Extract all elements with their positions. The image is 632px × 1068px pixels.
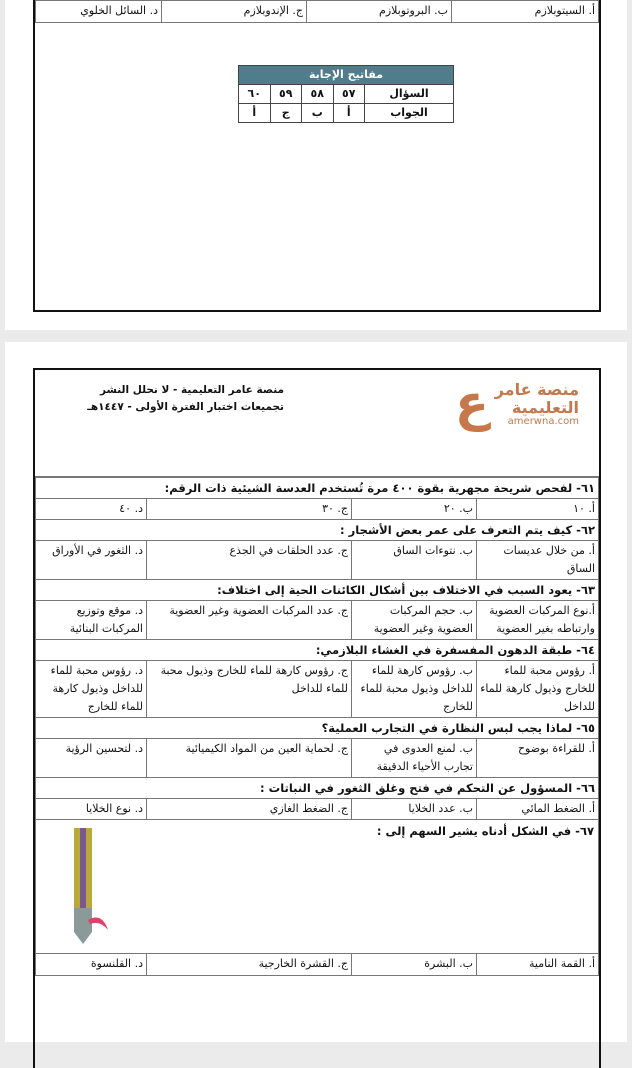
header-text (87, 382, 284, 416)
option-d: د. القلنسوة (36, 954, 147, 976)
option-a: أ. من خلال عديسات الساق (477, 541, 599, 580)
option-a: أ. الضغط المائي (477, 799, 599, 820)
option-a: أ. السيتوبلازم (452, 1, 599, 23)
question-text (36, 820, 599, 954)
logo-url: amerwna.com (507, 416, 579, 427)
header-line: منصة عامر التعليمية - لا نحلل النشر (100, 384, 284, 396)
question-number: ٥٧ (333, 85, 365, 104)
option-d: د. الثغور في الأوراق (36, 541, 147, 580)
option-d: د. لتحسين الرؤية (36, 739, 147, 778)
answer-key-title: مفاتيح الإجابة (239, 66, 454, 85)
answer: أ (333, 104, 365, 123)
option-c: ج. رؤوس كارهة للماء للخارج وذيول محبة للماء للداخل (147, 661, 352, 718)
option-a: أ. للقراءة بوضوح (477, 739, 599, 778)
logo-letter: ع (454, 374, 489, 432)
option-c: ج. لحماية العين من المواد الكيميائية (147, 739, 352, 778)
q60-options (35, 0, 599, 23)
answer: ب (302, 104, 334, 123)
option-a: أ.نوع المركبات العضوية وارتباطه بغير العضوية (477, 601, 599, 640)
option-a: أ. ١٠ (477, 499, 599, 520)
page-2 (5, 342, 627, 1042)
question-text: ٦٦- المسؤول عن التحكم في فتح وغلق الثغور في النباتات : (36, 778, 599, 799)
answer-key-table (238, 65, 454, 123)
option-b: ب. نتوءات الساق (352, 541, 477, 580)
option-d: د. نوع الخلايا (36, 799, 147, 820)
option-d: د. رؤوس محبة للماء للداخل وذيول كارهة للماء للخارج (36, 661, 147, 718)
logo (449, 374, 579, 432)
option-b: ب. البروتوبلازم (307, 1, 452, 23)
option-d: د. موقع وتوزيع المركبات البنائية (36, 601, 147, 640)
questions-table (35, 477, 599, 976)
figure-area (36, 820, 598, 953)
logo-text: منصة عامر (494, 380, 579, 399)
question-text: ٦١- لفحص شريحة مجهرية بقوة ٤٠٠ مرة تُستخدم العدسة الشيئية ذات الرقم: (36, 478, 599, 499)
option-a: أ. القمة النامية (477, 954, 599, 976)
option-c: ج. عدد المركبات العضوية وغير العضوية (147, 601, 352, 640)
option-c: ج. ٣٠ (147, 499, 352, 520)
question-number: ٥٨ (302, 85, 334, 104)
question-text: ٦٣- يعود السبب في الاختلاف بين أشكال الكائنات الحية إلى اختلاف: (36, 580, 599, 601)
option-b: ب. رؤوس كارهة للماء للداخل وذيول محبة للماء للخارج (352, 661, 477, 718)
page-1 (5, 0, 627, 330)
question-number: ٦٠ (239, 85, 271, 104)
option-c: ج. عدد الحلقات في الجذع (147, 541, 352, 580)
option-d: د. السائل الخلوي (36, 1, 162, 23)
root-tip-figure (66, 824, 126, 952)
question-number: ٥٩ (270, 85, 302, 104)
option-b: ب. البشرة (352, 954, 477, 976)
option-b: ب. حجم المركبات العضوية وغير العضوية (352, 601, 477, 640)
option-c: ج. الضغط الغازي (147, 799, 352, 820)
question-text: ٦٧- في الشكل أدناه يشير السهم إلى : (376, 824, 594, 838)
answer: أ (239, 104, 271, 123)
option-b: ب. عدد الخلايا (352, 799, 477, 820)
answer: ج (270, 104, 302, 123)
option-b: ب. لمنع العدوى في تجارب الأحياء الدقيقة (352, 739, 477, 778)
logo-text: التعليمية (511, 398, 579, 417)
page-header (35, 370, 599, 477)
question-text: ٦٤- طبقة الدهون المفسفرة في الغشاء البلازمي: (36, 640, 599, 661)
page-2-frame (33, 368, 601, 1068)
option-d: د. ٤٠ (36, 499, 147, 520)
header-line: تجميعات اختبار الفترة الأولى - ١٤٤٧هـ (87, 401, 284, 413)
question-label: السؤال (365, 85, 454, 104)
page-1-frame (33, 0, 601, 312)
option-a: أ. رؤوس محبة للماء للخارج وذيول كارهة للماء للداخل (477, 661, 599, 718)
option-c: ج. القشرة الخارجية (147, 954, 352, 976)
question-text: ٦٢- كيف يتم التعرف على عمر بعض الأشجار : (36, 520, 599, 541)
option-b: ب. ٢٠ (352, 499, 477, 520)
answer-label: الجواب (365, 104, 454, 123)
option-c: ج. الإندوبلازم (162, 1, 307, 23)
question-text: ٦٥- لماذا يجب لبس النظارة في التجارب العملية؟ (36, 718, 599, 739)
